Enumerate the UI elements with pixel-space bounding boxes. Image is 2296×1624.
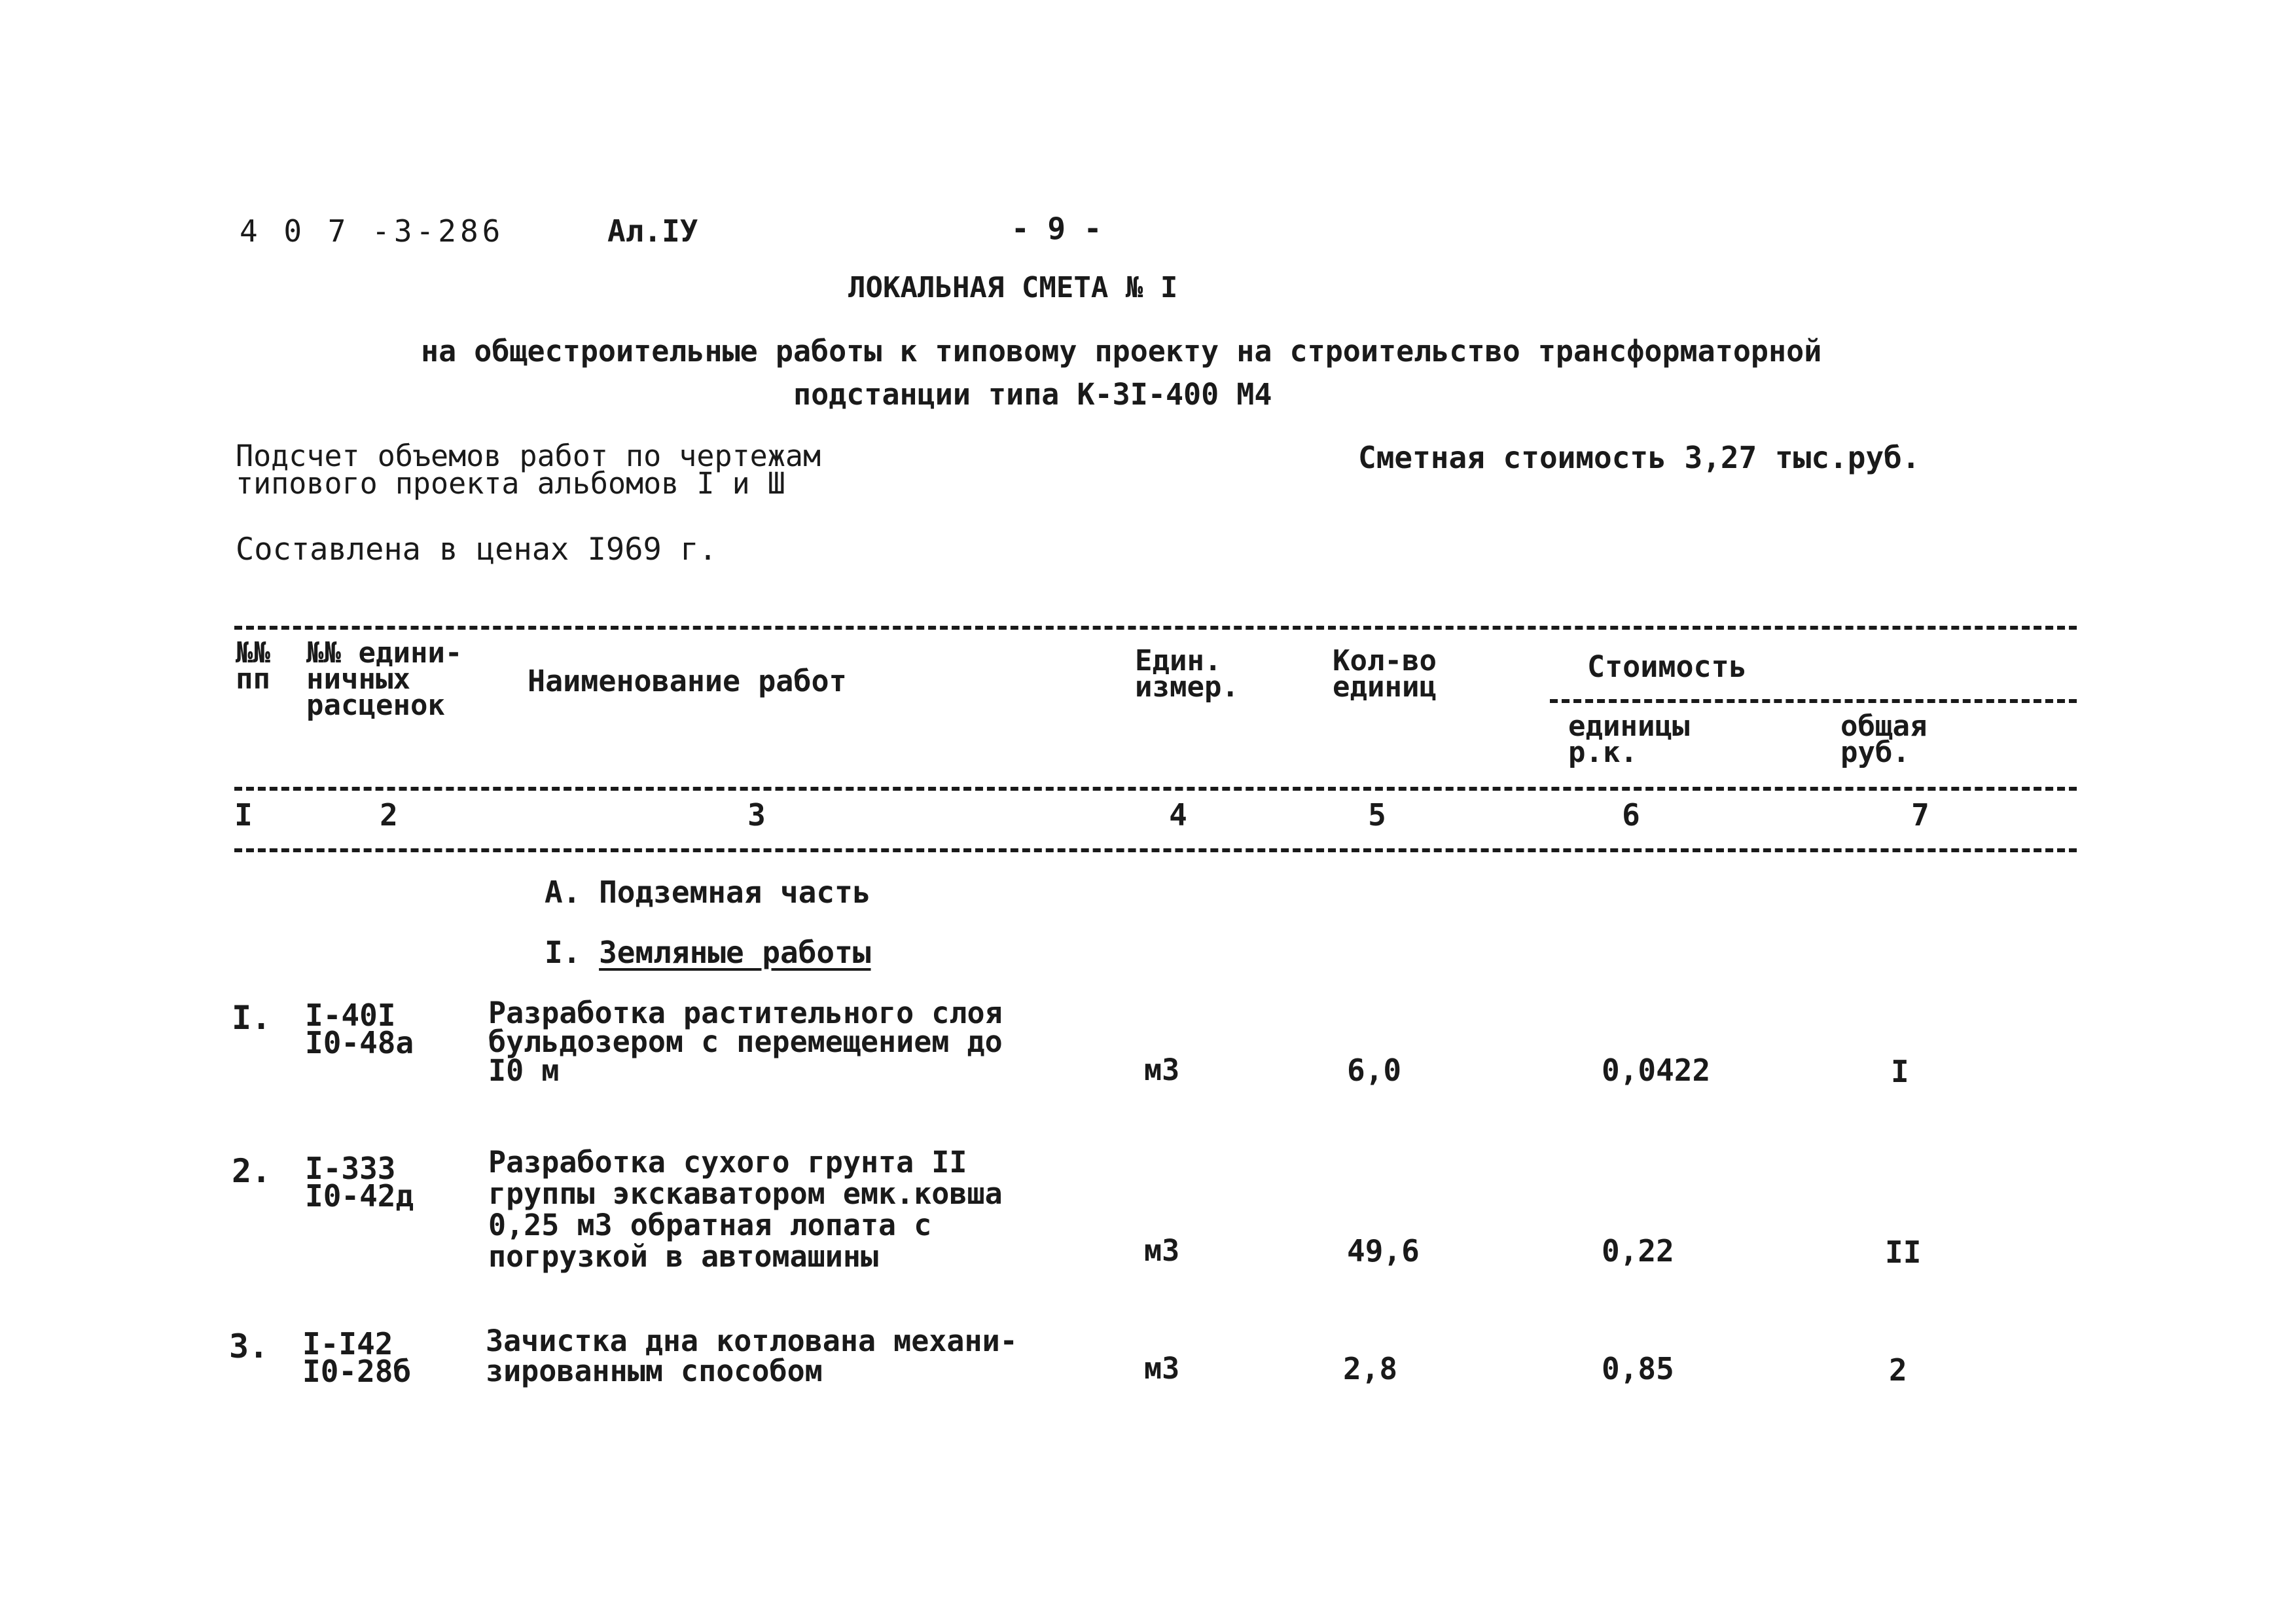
page-number: - 9 - [1011, 211, 1102, 246]
row-cost-total: I [1891, 1054, 1909, 1089]
column-number: 7 [1911, 797, 1929, 833]
header-bottom-rule [234, 787, 2077, 791]
document-title: ЛОКАЛЬНАЯ СМЕТА № I [848, 271, 1178, 304]
row-unit: м3 [1144, 1233, 1180, 1268]
basis-note: Подсчет объемов работ по чертежам типового проекта альбомов I и Ш [236, 439, 821, 501]
row-unit: м3 [1144, 1053, 1180, 1087]
document-subtitle-line2: подстанции типа К-3I-400 М4 [793, 377, 1272, 412]
header-rate: №№ едини- ничных расценок [306, 636, 463, 722]
document-subtitle-line1: на общестроительные работы к типовому проекту на строительство трансформаторной [421, 334, 1822, 369]
header-cost-total: общая руб. [1840, 710, 1928, 769]
subsection-heading [545, 935, 871, 970]
document-code: 4 0 7 -3-286 [240, 213, 505, 249]
table-top-rule [234, 626, 2077, 630]
row-name: Разработка сухого грунта II группы экскаватором емк.ковша 0,25 м3 обратная лопата с погрузкой в автомашины [488, 1145, 1003, 1274]
row-cost-unit: 0,22 [1602, 1233, 1674, 1269]
column-numbers-rule [234, 848, 2077, 852]
column-number: 4 [1169, 797, 1187, 833]
header-cost-unit: единицы р.к. [1568, 710, 1690, 769]
row-num: 2. [232, 1152, 272, 1190]
row-qty: 2,8 [1343, 1351, 1398, 1386]
cost-split-rule [1550, 699, 2077, 703]
column-number: I [234, 797, 253, 833]
row-rate: I-40I I0-48а [305, 998, 414, 1060]
row-unit: м3 [1144, 1351, 1180, 1386]
album-number: Ал.IУ [607, 213, 698, 249]
row-name: Зачистка дна котлована механи- зированным способом [486, 1324, 1018, 1388]
row-num: 3. [229, 1327, 269, 1365]
section-heading: А. Подземная часть [545, 875, 871, 910]
header-unit: Един. измер. [1135, 644, 1239, 704]
row-cost-total: II [1885, 1235, 1922, 1270]
row-cost-total: 2 [1889, 1352, 1907, 1388]
row-qty: 6,0 [1347, 1053, 1402, 1088]
column-number: 2 [380, 797, 398, 833]
estimated-cost: Сметная стоимость 3,27 тыс.руб. [1358, 440, 1920, 475]
header-num: №№ пп [236, 636, 270, 696]
column-number: 5 [1368, 797, 1386, 833]
header-name: Наименование работ [528, 664, 847, 698]
row-rate: I-I42 I0-28б [302, 1326, 412, 1389]
header-cost: Стоимость [1587, 649, 1747, 684]
row-num: I. [232, 999, 272, 1037]
row-cost-unit: 0,0422 [1602, 1053, 1711, 1088]
subsection-heading-text: I. Земляные работы [545, 935, 871, 970]
row-cost-unit: 0,85 [1602, 1351, 1674, 1386]
column-number: 6 [1622, 797, 1640, 833]
price-basis: Составлена в ценах I969 г. [236, 532, 717, 568]
row-name: Разработка растительного слоя бульдозером с перемещением до I0 м [488, 996, 1003, 1088]
column-number: 3 [747, 797, 766, 833]
header-qty: Кол-во единиц [1333, 644, 1437, 704]
row-rate: I-333 I0-42д [305, 1151, 414, 1214]
row-qty: 49,6 [1347, 1233, 1420, 1269]
